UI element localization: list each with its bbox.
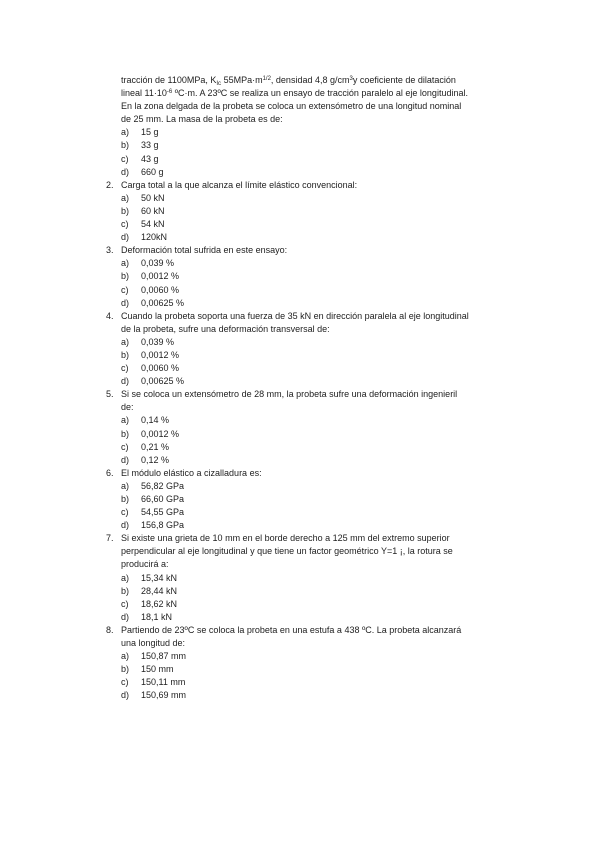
option-letter: b) bbox=[121, 585, 130, 596]
option-letter: b) bbox=[121, 664, 130, 675]
answer-option[interactable] bbox=[121, 284, 531, 297]
option-letter: b) bbox=[121, 205, 130, 216]
question-number: 8. bbox=[106, 624, 114, 635]
answer-option[interactable] bbox=[121, 205, 531, 218]
answer-option[interactable]: d) 660 g bbox=[121, 166, 164, 177]
option-text: 15,34 kN bbox=[141, 572, 178, 583]
option-letter: a) bbox=[121, 415, 130, 426]
option-text: 0,14 % bbox=[141, 415, 170, 426]
question-8 bbox=[101, 624, 531, 703]
option-letter: a) bbox=[121, 651, 130, 662]
answer-option[interactable] bbox=[121, 257, 531, 270]
question-text-line: Si se coloca un extensómetro de 28 mm, la probeta sufre una deformación ingenieril bbox=[121, 389, 458, 400]
question-1-continuation bbox=[121, 74, 531, 179]
answer-options bbox=[121, 126, 531, 178]
answer-options bbox=[121, 650, 531, 702]
option-letter: a) bbox=[121, 336, 130, 347]
option-text: 66,60 GPa bbox=[141, 494, 185, 504]
answer-options bbox=[121, 192, 531, 244]
answer-option[interactable] bbox=[121, 572, 531, 585]
exam-content bbox=[101, 74, 531, 703]
answer-option[interactable] bbox=[121, 441, 531, 454]
answer-options bbox=[121, 257, 531, 309]
option-text: 0,00625 % bbox=[141, 297, 185, 308]
answer-option[interactable] bbox=[121, 493, 531, 506]
answer-option[interactable] bbox=[121, 454, 531, 467]
answer-option[interactable] bbox=[121, 192, 531, 205]
question-text-line: una longitud de: bbox=[121, 638, 186, 649]
option-text: 0,039 % bbox=[141, 336, 175, 347]
option-text: 0,0060 % bbox=[141, 284, 180, 295]
option-text: 56,82 GPa bbox=[141, 480, 185, 491]
option-text: 18,62 kN bbox=[141, 598, 178, 609]
option-letter: a) bbox=[121, 480, 130, 491]
question-text-line: Carga total a la que alcanza el límite elástico convencional: bbox=[121, 179, 358, 190]
option-text: 0,00625 % bbox=[141, 376, 185, 387]
intro-line-4: de 25 mm. La masa de la probeta es de: bbox=[121, 114, 283, 125]
option-text: 150,11 mm bbox=[141, 677, 186, 688]
option-text: 50 kN bbox=[141, 192, 165, 203]
option-letter: a) bbox=[121, 258, 130, 269]
question-number: 7. bbox=[106, 533, 114, 544]
answer-option[interactable] bbox=[121, 519, 531, 532]
question-text-line: producirá a: bbox=[121, 559, 169, 570]
answer-option[interactable] bbox=[121, 231, 531, 244]
answer-option[interactable] bbox=[121, 480, 531, 493]
option-text: 54,55 GPa bbox=[141, 507, 185, 518]
answer-options bbox=[121, 480, 531, 532]
answer-options bbox=[121, 572, 531, 624]
option-letter: c) bbox=[121, 507, 129, 518]
question-list bbox=[101, 179, 531, 703]
option-text: 60 kN bbox=[141, 205, 165, 216]
answer-option[interactable] bbox=[121, 428, 531, 441]
question-number: 2. bbox=[106, 179, 114, 190]
option-text: 0,12 % bbox=[141, 454, 170, 465]
option-text: 0,0012 % bbox=[141, 271, 180, 282]
question-5 bbox=[101, 388, 531, 467]
option-letter: b) bbox=[121, 428, 130, 439]
question-text-line: perpendicular al eje longitudinal y que tiene un factor geométrico Y=1 ¡, la rotura se bbox=[121, 546, 453, 557]
answer-options bbox=[121, 336, 531, 388]
question-number: 3. bbox=[106, 245, 114, 256]
answer-option[interactable] bbox=[121, 689, 531, 702]
option-text: 54 kN bbox=[141, 219, 165, 230]
answer-option[interactable] bbox=[121, 218, 531, 231]
option-letter: a) bbox=[121, 192, 130, 203]
option-letter: c) bbox=[121, 363, 129, 374]
option-text: 28,44 kN bbox=[141, 585, 178, 596]
intro-line-1: tracción de 1100MPa, $K_{Ic}$ $55MPa\cdot m^{1/2}$, densidad 4,8 $g/cm^3y$ coeficiente de dilatación bbox=[121, 75, 456, 87]
answer-option[interactable] bbox=[121, 270, 531, 283]
question-number: 6. bbox=[106, 467, 114, 478]
question-text-line: Deformación total sufrida en este ensayo: bbox=[121, 245, 288, 256]
answer-option[interactable] bbox=[121, 506, 531, 519]
option-letter: d) bbox=[121, 690, 130, 701]
option-text: 18,1 kN bbox=[141, 611, 173, 622]
answer-option[interactable]: b) 33 g bbox=[121, 140, 159, 151]
option-letter: d) bbox=[121, 376, 130, 387]
question-text-line: Partiendo de 23ºC se coloca la probeta en una estufa a 438 ºC. La probeta alcanzará bbox=[121, 624, 462, 635]
intro-line-2: lineal $11\cdot 10^{-6}$ ºC·m. A 23ºC se realiza un ensayo de tracción paralelo al eje longitudinal. bbox=[121, 88, 468, 99]
option-text: 0,0060 % bbox=[141, 363, 180, 374]
question-3 bbox=[101, 244, 531, 309]
question-text-line: de la probeta, sufre una deformación transversal de: bbox=[121, 323, 330, 334]
answer-option[interactable] bbox=[121, 349, 531, 362]
option-letter: b) bbox=[121, 271, 130, 282]
answer-option[interactable] bbox=[121, 414, 531, 427]
intro-line-3: En la zona delgada de la probeta se coloca un extensómetro de una longitud nominal bbox=[121, 101, 462, 112]
answer-option[interactable] bbox=[121, 676, 531, 689]
option-text: 0,0012 % bbox=[141, 349, 180, 360]
option-text: 150,87 mm bbox=[141, 651, 187, 662]
option-text: 0,21 % bbox=[141, 441, 170, 452]
question-6 bbox=[101, 467, 531, 532]
question-number: 4. bbox=[106, 310, 114, 321]
option-text: 150,69 mm bbox=[141, 690, 187, 701]
question-text-line: El módulo elástico a cizalladura es: bbox=[121, 467, 262, 478]
option-letter: a) bbox=[121, 572, 130, 583]
option-letter: c) bbox=[121, 219, 129, 230]
question-number: 5. bbox=[106, 389, 114, 400]
question-4 bbox=[101, 310, 531, 389]
option-letter: c) bbox=[121, 284, 129, 295]
option-letter: d) bbox=[121, 454, 130, 465]
answer-option[interactable] bbox=[121, 611, 531, 624]
answer-option[interactable] bbox=[121, 362, 531, 375]
option-letter: d) bbox=[121, 611, 130, 622]
option-letter: d) bbox=[121, 232, 130, 243]
answer-option[interactable]: c) 43 g bbox=[121, 153, 159, 164]
question-text-line: Cuando la probeta soporta una fuerza de 35 kN en dirección paralela al eje longitudinal bbox=[121, 310, 469, 321]
option-text: 156,8 GPa bbox=[141, 520, 185, 531]
option-letter: c) bbox=[121, 441, 129, 452]
option-text: 120kN bbox=[141, 232, 168, 243]
answer-option[interactable] bbox=[121, 650, 531, 663]
question-7 bbox=[101, 532, 531, 624]
answer-option[interactable] bbox=[121, 663, 531, 676]
option-letter: b) bbox=[121, 349, 130, 360]
answer-options bbox=[121, 414, 531, 466]
option-letter: c) bbox=[121, 677, 129, 688]
option-letter: b) bbox=[121, 494, 130, 504]
answer-option[interactable]: a) 15 g bbox=[121, 127, 159, 138]
answer-option[interactable] bbox=[121, 336, 531, 349]
option-text: 150 mm bbox=[141, 664, 174, 675]
option-letter: d) bbox=[121, 297, 130, 308]
answer-option[interactable] bbox=[121, 585, 531, 598]
answer-option[interactable] bbox=[121, 297, 531, 310]
option-letter: c) bbox=[121, 598, 129, 609]
question-2 bbox=[101, 179, 531, 244]
option-text: 0,039 % bbox=[141, 258, 175, 269]
answer-option[interactable] bbox=[121, 598, 531, 611]
option-letter: d) bbox=[121, 520, 130, 531]
question-text-line: de: bbox=[121, 402, 134, 413]
question-text-line: Si existe una grieta de 10 mm en el borde derecho a 125 mm del extremo superior bbox=[121, 533, 450, 544]
option-text: 0,0012 % bbox=[141, 428, 180, 439]
answer-option[interactable] bbox=[121, 375, 531, 388]
